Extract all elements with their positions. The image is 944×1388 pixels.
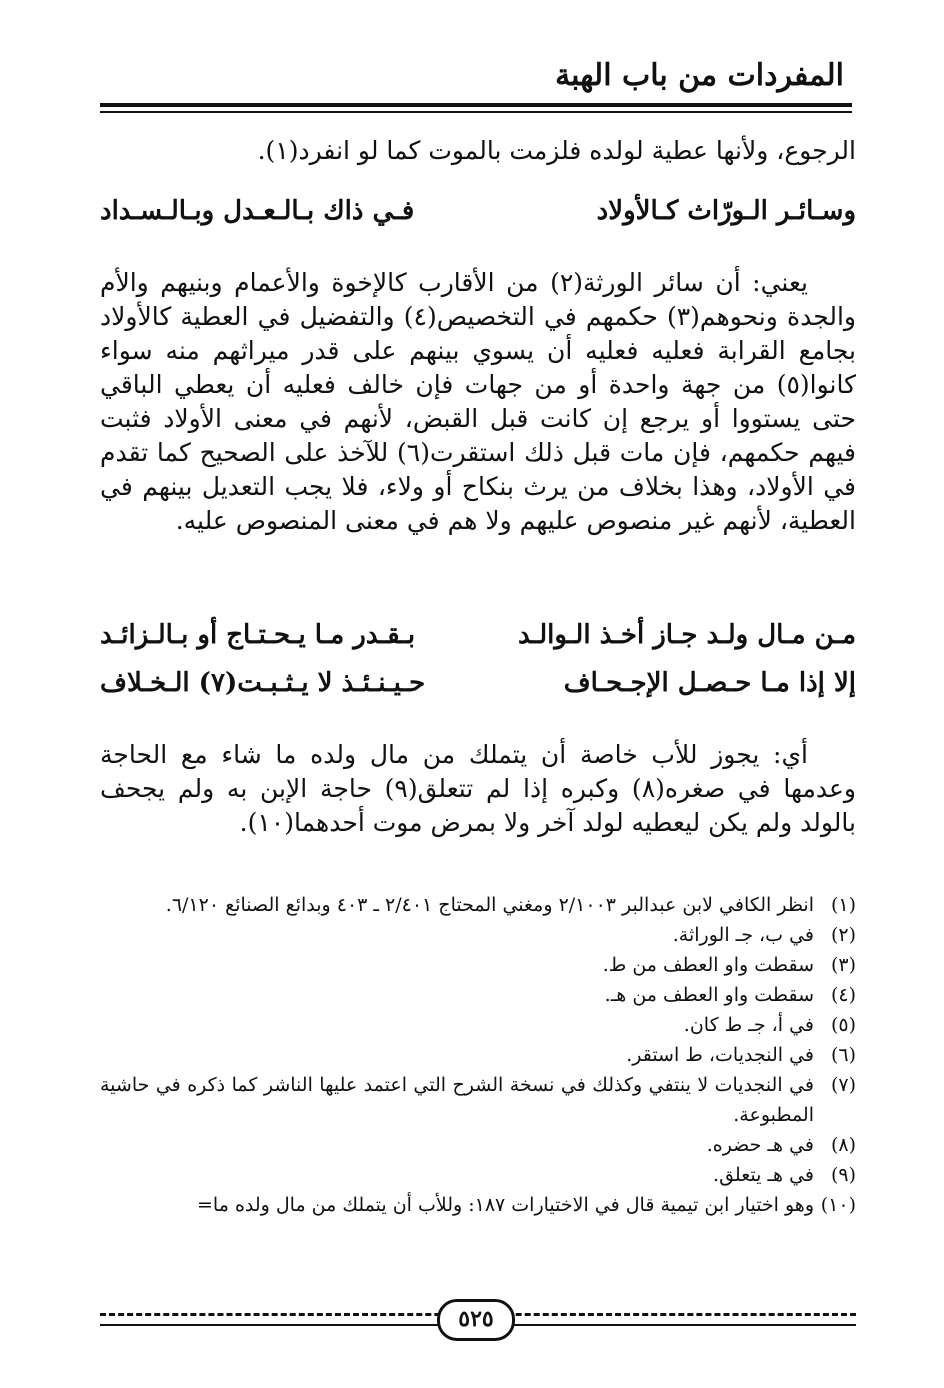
footnote-item	[100, 950, 856, 980]
footnote-text: في النجديات، ط استقر.	[626, 1044, 814, 1066]
paragraph-commentary-2: أي: يجوز للأب خاصة أن يتملك من مال ولده ما شاء مع الحاجة وعدمها في صغره(٨) وكبره إذا لم تتعلق(٩) حاجة الإبن به ولم يجحف بالولد ولم يكن ليعطيه لولد آخر ولا بمرض موت أحدهما(١٠).	[100, 740, 856, 837]
footnote-item	[100, 1040, 856, 1070]
footnotes-list	[100, 890, 856, 1220]
footnote-text: في أ، جـ ط كان.	[683, 1014, 814, 1036]
footnote-text: سقطت واو العطف من ط.	[602, 954, 814, 976]
footnote-number: (٧)	[830, 1074, 856, 1096]
verse-2-first-hemistich: مـن مـال ولـد جـاز أخـذ الـوالـد	[517, 620, 856, 650]
paragraph-commentary-1: يعني: أن سائر الورثة(٢) من الأقارب كالإخوة والأعمام وبنيهم والأم والجدة ونحوهم(٣) حكمهم في التخصيص(٤) والتفضيل في العطية كالأولاد بجامع القرابة فعليه فعليه أن يسوي بينهم على قدر ميراثهم منه سواء كانوا(٥) من جهة واحدة أو من جهات فإن خالف فعليه أن يعطي الباقي حتى يستووا أو يرجع إن كانت قبل القبض، لأنهم في معنى الأولاد فثبت فيهم حكمهم، فإن مات قبل ذلك استقرت(٦) للآخذ على الصحيح كما تقدم في الأولاد، وهذا بخلاف من يرث بنكاح أو ولاء، فلا يجب التعديل بينهم في العطية، لأنهم غير منصوص عليهم ولا هم في معنى المنصوص عليه.	[100, 268, 856, 535]
footnote-item	[100, 1160, 856, 1190]
footnote-number: (٥)	[830, 1014, 856, 1036]
footnote-text: في هـ حضره.	[706, 1134, 814, 1156]
footnote-number: (٨)	[830, 1134, 856, 1156]
verse-1-first-hemistich: وسـائـر الـورّاث كـالأولاد	[596, 196, 856, 226]
page-number-badge: ٥٢٥	[437, 1299, 515, 1341]
footnote-text: في ب، جـ الوراثة.	[672, 924, 814, 946]
footnote-text: في النجديات لا ينتفي وكذلك في نسخة الشرح التي اعتمد عليها الناشر كما ذكره في حاشية المطبوعة.	[100, 1074, 814, 1126]
verse-line-1	[100, 196, 856, 236]
footnote-number: (١)	[830, 894, 856, 916]
footnote-number: (٢)	[830, 924, 856, 946]
verse-1-second-hemistich: فـي ذاك بـالـعـدل وبـالـسـداد	[100, 196, 415, 226]
footnote-text: سقطت واو العطف من هـ.	[604, 984, 814, 1006]
running-header-title: المفردات من باب الهبة	[555, 58, 844, 93]
footnote-text: انظر الكافي لابن عبدالبر ٢/١٠٠٣ ومغني المحتاج ٢/٤٠١ ـ ٤٠٣ وبدائع الصنائع ٦/١٢٠.	[165, 894, 814, 916]
footnote-item	[100, 920, 856, 950]
footnote-number: (٣)	[830, 954, 856, 976]
verse-3-second-hemistich: حـيـنـئـذ لا يـثـبـت(٧) الـخـلاف	[100, 668, 426, 698]
verse-2-second-hemistich: بـقـدر مـا يـحـتـاج أو بـالـزائـد	[100, 620, 416, 650]
verse-line-2	[100, 620, 856, 660]
verse-3-first-hemistich: إلا إذا مـا حـصـل الإجـحـاف	[563, 668, 856, 698]
footnote-item	[100, 1010, 856, 1040]
footnote-number: (٩)	[830, 1164, 856, 1186]
footnote-item	[100, 890, 856, 920]
verse-line-3	[100, 668, 856, 708]
footnote-number: (١٠)	[820, 1194, 856, 1216]
footnote-text: في هـ يتعلق.	[713, 1164, 814, 1186]
footnote-item	[100, 1070, 856, 1130]
footnote-item	[100, 1130, 856, 1160]
header-rule-thick	[100, 103, 852, 107]
footnote-text: وهو اختيار ابن تيمية قال في الاختيارات ١٨٧: وللأب أن يتملك من مال ولده ما=	[197, 1194, 814, 1216]
footnote-number: (٦)	[830, 1044, 856, 1066]
footnote-item	[100, 1190, 856, 1220]
footnote-item	[100, 980, 856, 1010]
footnote-number: (٤)	[830, 984, 856, 1006]
paragraph-continuation: الرجوع، ولأنها عطية لولده فلزمت بالموت كما لو انفرد(١).	[257, 136, 856, 165]
header-rule-thin	[100, 111, 852, 113]
